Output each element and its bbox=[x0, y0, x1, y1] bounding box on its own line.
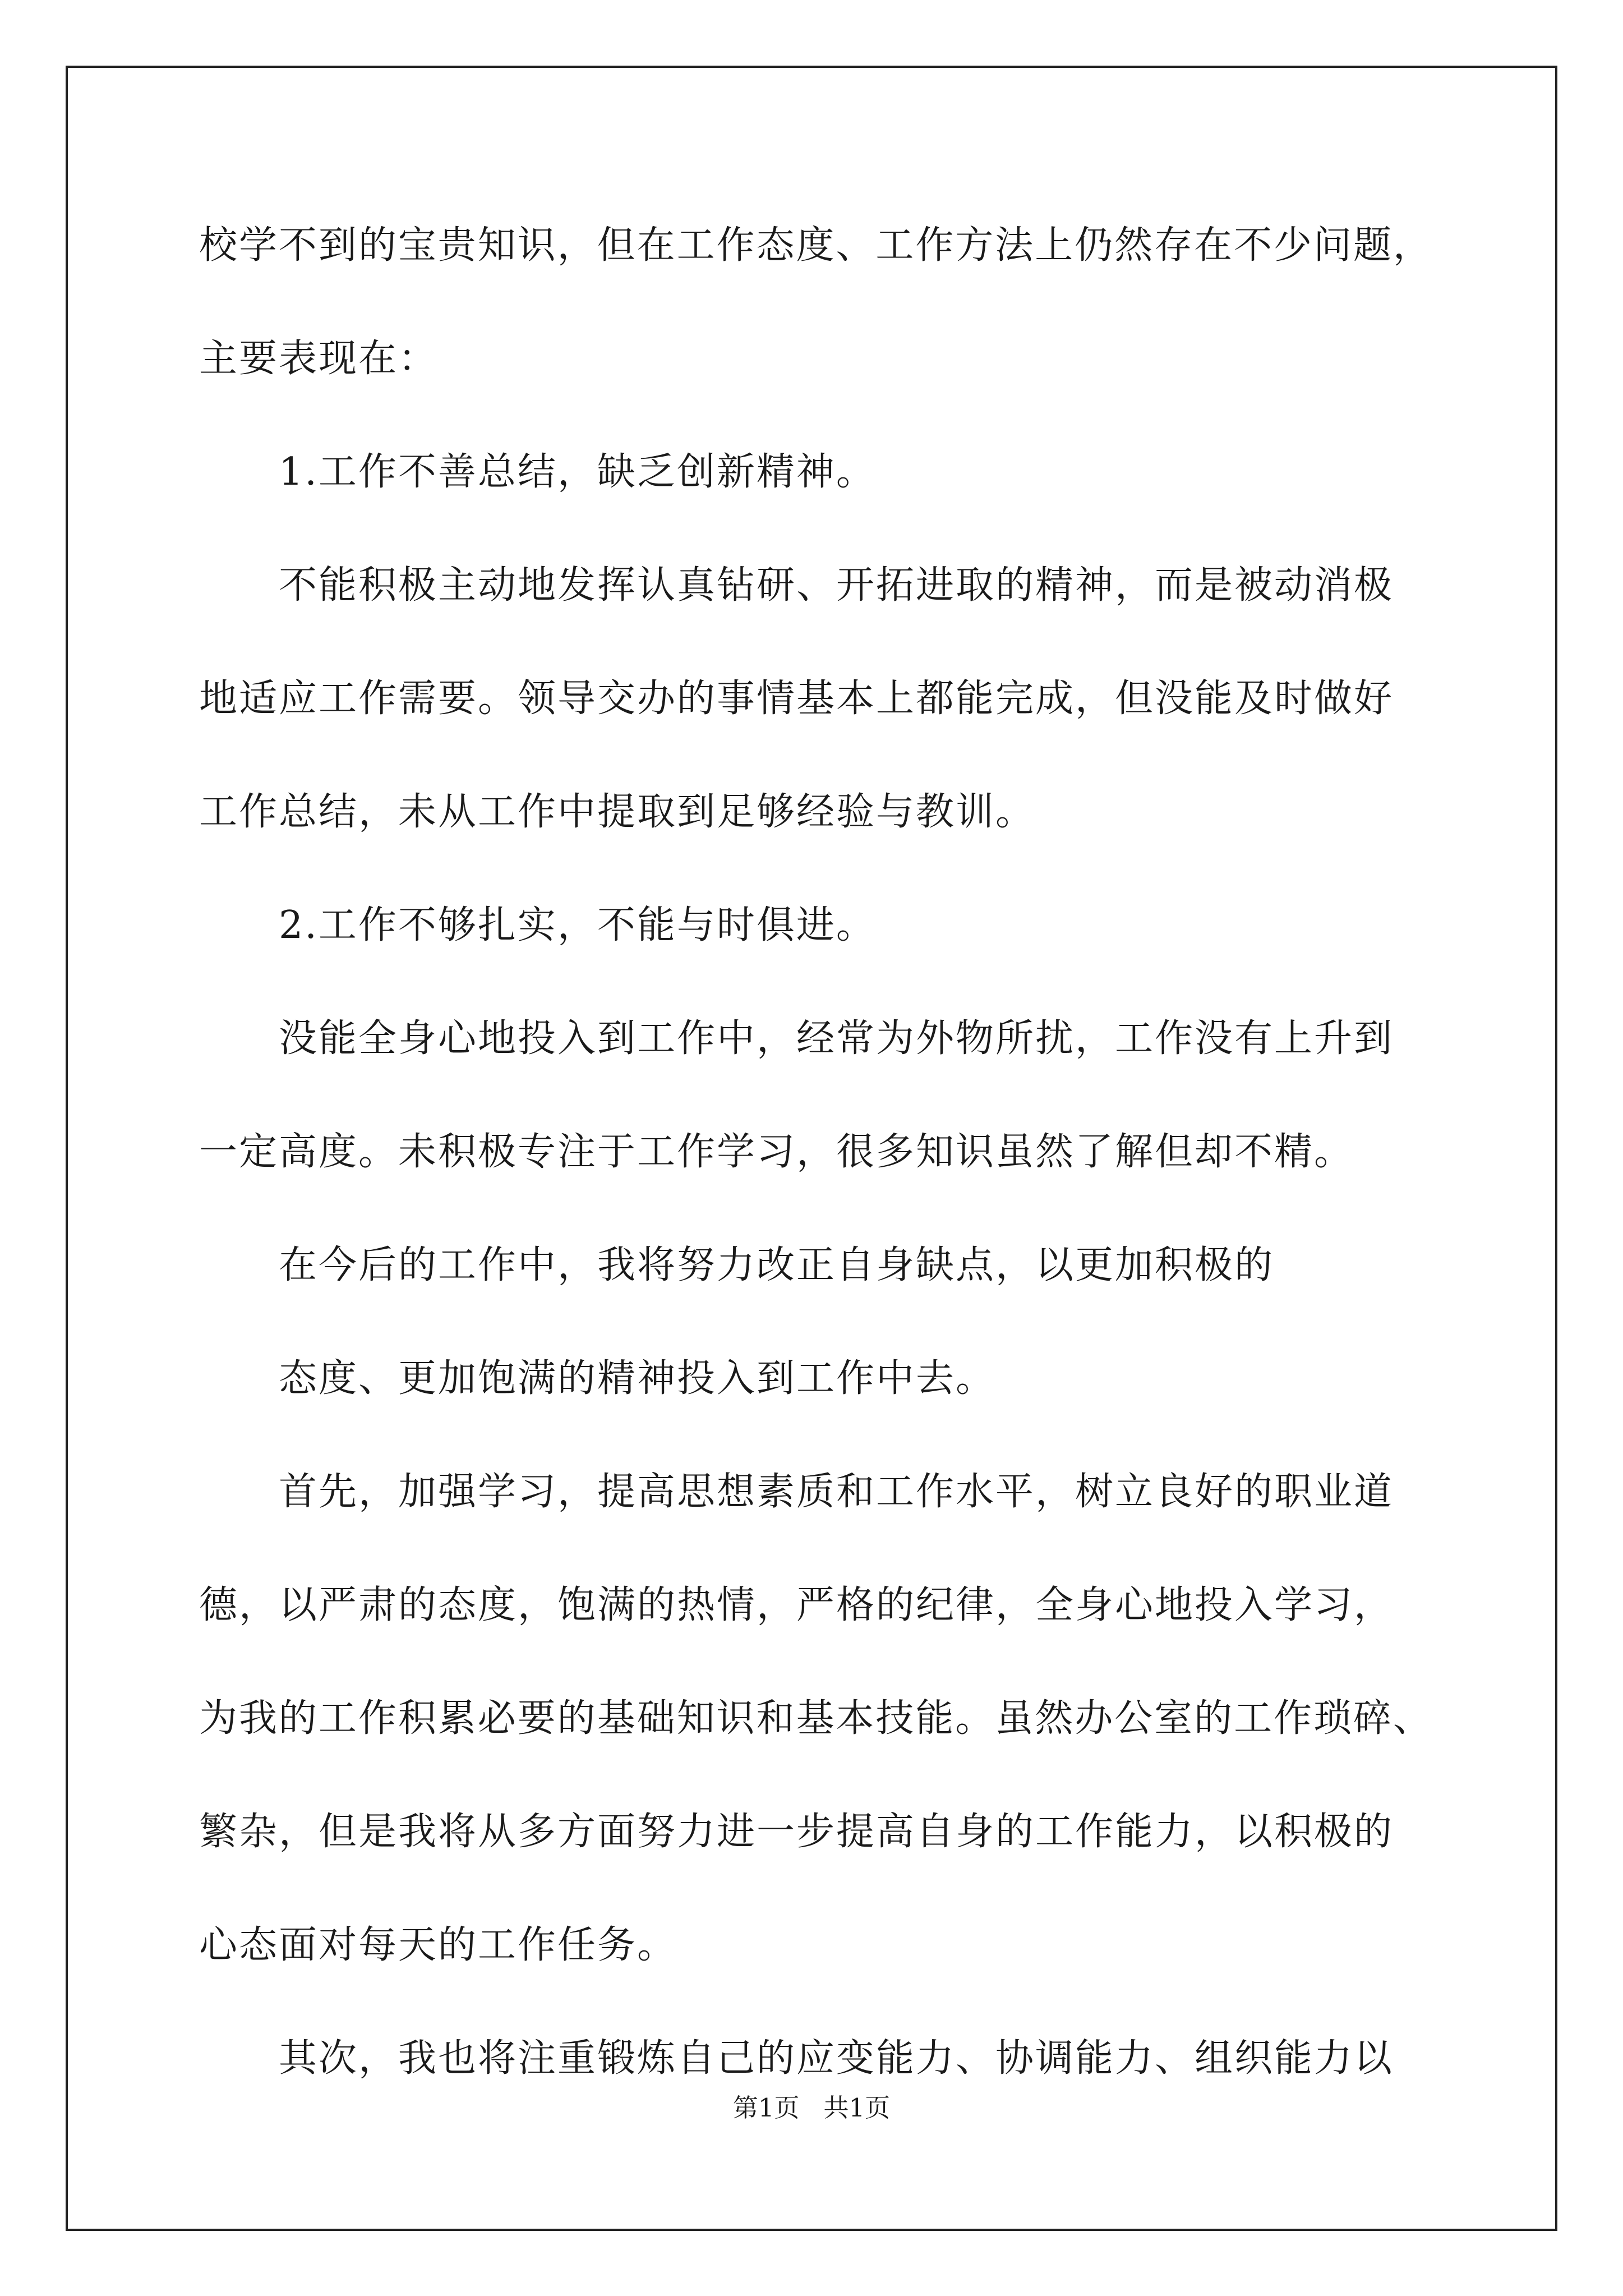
body-line-11: 态度、更加饱满的精神投入到工作中去。 bbox=[279, 1356, 996, 1401]
body-line-6: 工作总结，未从工作中提取到足够经验与教训。 bbox=[199, 790, 1036, 834]
body-line-4: 不能积极主动地发挥认真钻研、开拓进取的精神，而是被动消极 bbox=[279, 563, 1394, 608]
body-line-13: 德，以严肃的态度，饱满的热情，严格的纪律，全身心地投入学习， bbox=[199, 1583, 1394, 1627]
body-line-14: 为我的工作积累必要的基础知识和基本技能。虽然办公室的工作琐碎、 bbox=[199, 1696, 1433, 1741]
body-line-7: 2.工作不够扎实，不能与时俱进。 bbox=[279, 903, 876, 947]
body-line-12: 首先，加强学习，提高思想素质和工作水平，树立良好的职业道 bbox=[279, 1470, 1394, 1514]
body-line-15: 繁杂，但是我将从多方面努力进一步提高自身的工作能力，以积极的 bbox=[199, 1810, 1394, 1854]
body-line-9: 一定高度。未积极专注于工作学习，很多知识虽然了解但却不精。 bbox=[199, 1130, 1354, 1174]
body-line-1: 校学不到的宝贵知识，但在工作态度、工作方法上仍然存在不少问题， bbox=[199, 223, 1433, 268]
body-line-17: 其次，我也将注重锻炼自己的应变能力、协调能力、组织能力以 bbox=[279, 2036, 1394, 2081]
body-line-3: 1.工作不善总结，缺乏创新精神。 bbox=[279, 450, 876, 494]
body-line-8: 没能全身心地投入到工作中，经常为外物所扰，工作没有上升到 bbox=[279, 1016, 1394, 1061]
body-line-16: 心态面对每天的工作任务。 bbox=[199, 1923, 677, 1967]
page-footer: 第1页 共1页 bbox=[732, 2093, 891, 2123]
body-line-2: 主要表现在： bbox=[199, 337, 439, 381]
body-line-5: 地适应工作需要。领导交办的事情基本上都能完成，但没能及时做好 bbox=[199, 677, 1394, 721]
body-line-10: 在今后的工作中，我将努力改正自身缺点，以更加积极的 bbox=[279, 1243, 1275, 1287]
